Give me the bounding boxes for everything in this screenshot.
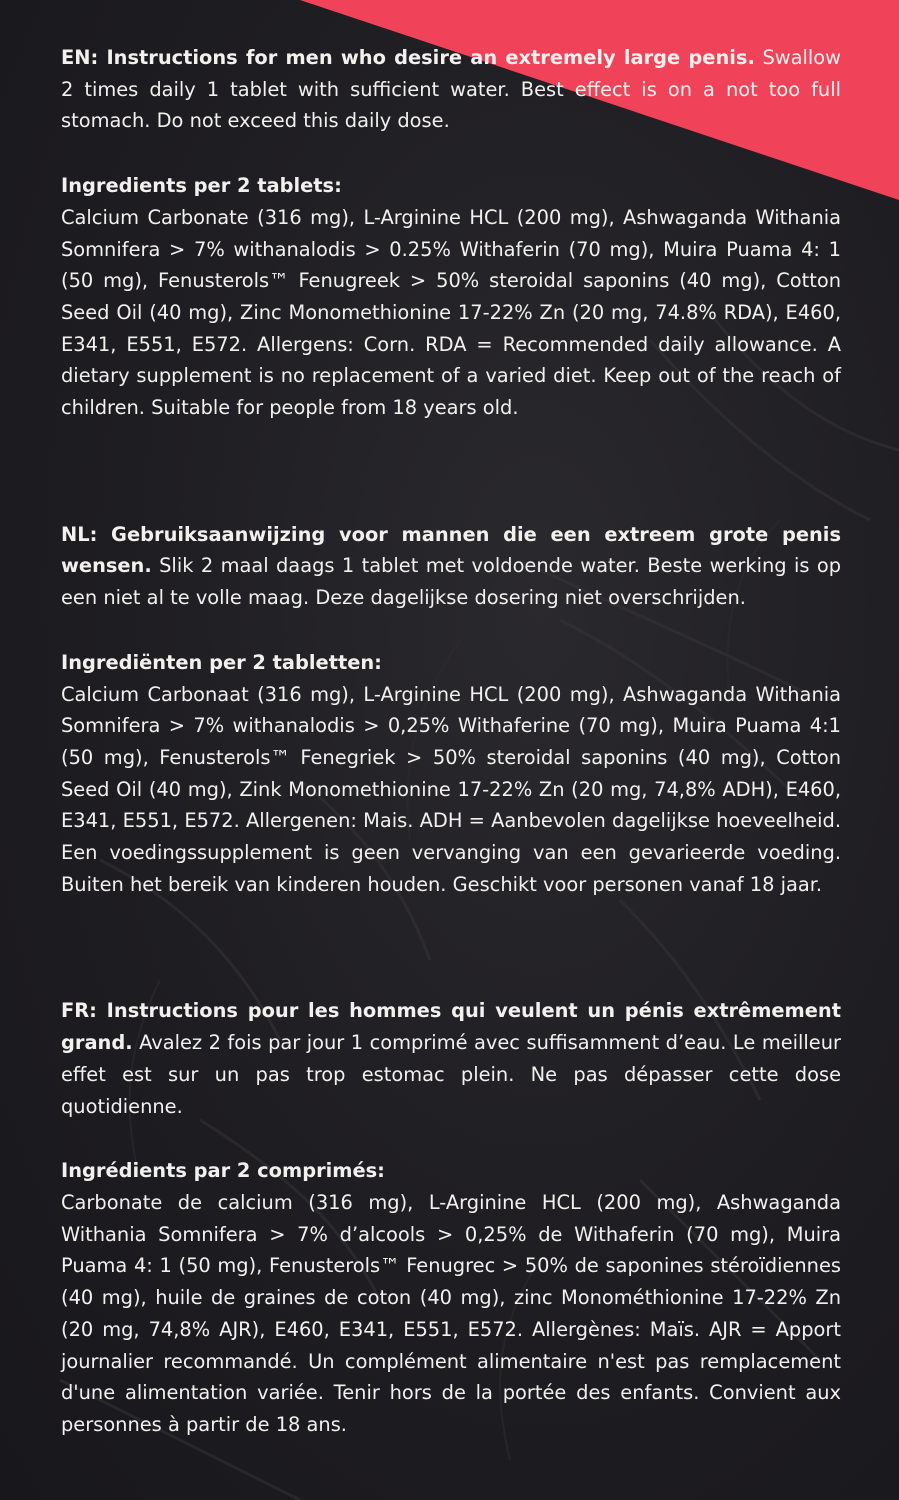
en-instructions-body: Swallow 2 times daily 1 tablet with sufficient water. Best effect is on a not too full stomach. Do not exceed this daily dose. bbox=[61, 46, 841, 133]
nl-instructions-title: NL: Gebruiksaanwijzing voor mannen die een extreem grote penis wensen. bbox=[61, 522, 841, 578]
en-instructions-title: EN: Instructions for men who desire an extremely large penis. bbox=[61, 46, 755, 69]
nl-instructions bbox=[61, 519, 841, 614]
en-ingredients-heading: Ingredients per 2 tablets: bbox=[61, 174, 342, 198]
fr-ingredients-heading: Ingrédients par 2 comprimés: bbox=[61, 1159, 385, 1183]
nl-ingredients-heading: Ingrediënten per 2 tabletten: bbox=[61, 650, 382, 674]
fr-instructions-body: Avalez 2 fois par jour 1 comprimé avec suffisamment d’eau. Le meilleur effet est sur un pas trop estomac plein. Ne pas dépasser cette dose quotidienne. bbox=[61, 1031, 841, 1118]
en-instructions bbox=[61, 42, 841, 137]
en-ingredients-text: Calcium Carbonate (316 mg), L-Arginine HCL (200 mg), Ashwaganda Withania Somnifera > 7% withanalodis > 0.25% Withaferin (70 mg), Muira Puama 4: 1 (50 mg), Fenusterols™ Fenugreek > 50% steroidal saponins (40 mg), Cotton Seed Oil (40 mg), Zinc Monomethionine 17-22% Zn (20 mg, 74.8% RDA), E460, E341, E551, E572. Allergens: Corn. RDA = Recommended daily allowance. A dietary supplement is no replacement of a varied diet. Keep out of the reach of children. Suitable for people from 18 years old. bbox=[61, 205, 841, 420]
fr-instructions-title: FR: Instructions pour les hommes qui veulent un pénis extrêmement grand. bbox=[61, 999, 841, 1055]
fr-ingredients-text: Carbonate de calcium (316 mg), L-Arginine HCL (200 mg), Ashwaganda Withania Somnifera > 7% d’alcools > 0,25% de Withaferin (70 mg), Muira Puama 4: 1 (50 mg), Fenusterols™ Fenugrec > 50% de saponines stéroïdiennes (40 mg), huile de graines de coton (40 mg), zinc Monométhionine 17-22% Zn (20 mg, 74,8% AJR), E460, E341, E551, E572. Allergènes: Maïs. AJR = Apport journalier recommandé. Un complément alimentaire n'est pas remplacement d'une alimentation variée. Tenir hors de la portée des enfants. Convient aux personnes à partir de 18 ans. bbox=[61, 1190, 841, 1436]
fr-instructions bbox=[61, 995, 841, 1122]
nl-instructions-body: Slik 2 maal daags 1 tablet met voldoende water. Beste werking is op een niet al te volle maag. Deze dagelijkse dosering niet overschrijden. bbox=[61, 554, 841, 610]
nl-ingredients-text: Calcium Carbonaat (316 mg), L-Arginine HCL (200 mg), Ashwaganda Withania Somnifera > 7% withanalodis > 0,25% Withaferine (70 mg), Muira Puama 4:1 (50 mg), Fenusterols™ Fenegriek > 50% steroidal saponins (40 mg), Cotton Seed Oil (40 mg), Zink Monomethionine 17-22% Zn (20 mg, 74,8% ADH), E460, E341, E551, E572. Allergenen: Mais. ADH = Aanbevolen dagelijkse hoeveelheid. Een voedingssupplement is geen vervanging van een gevarieerde voeding. Buiten het bereik van kinderen houden. Geschikt voor personen vanaf 18 jaar. bbox=[61, 682, 841, 896]
instructions-text bbox=[61, 42, 841, 1441]
